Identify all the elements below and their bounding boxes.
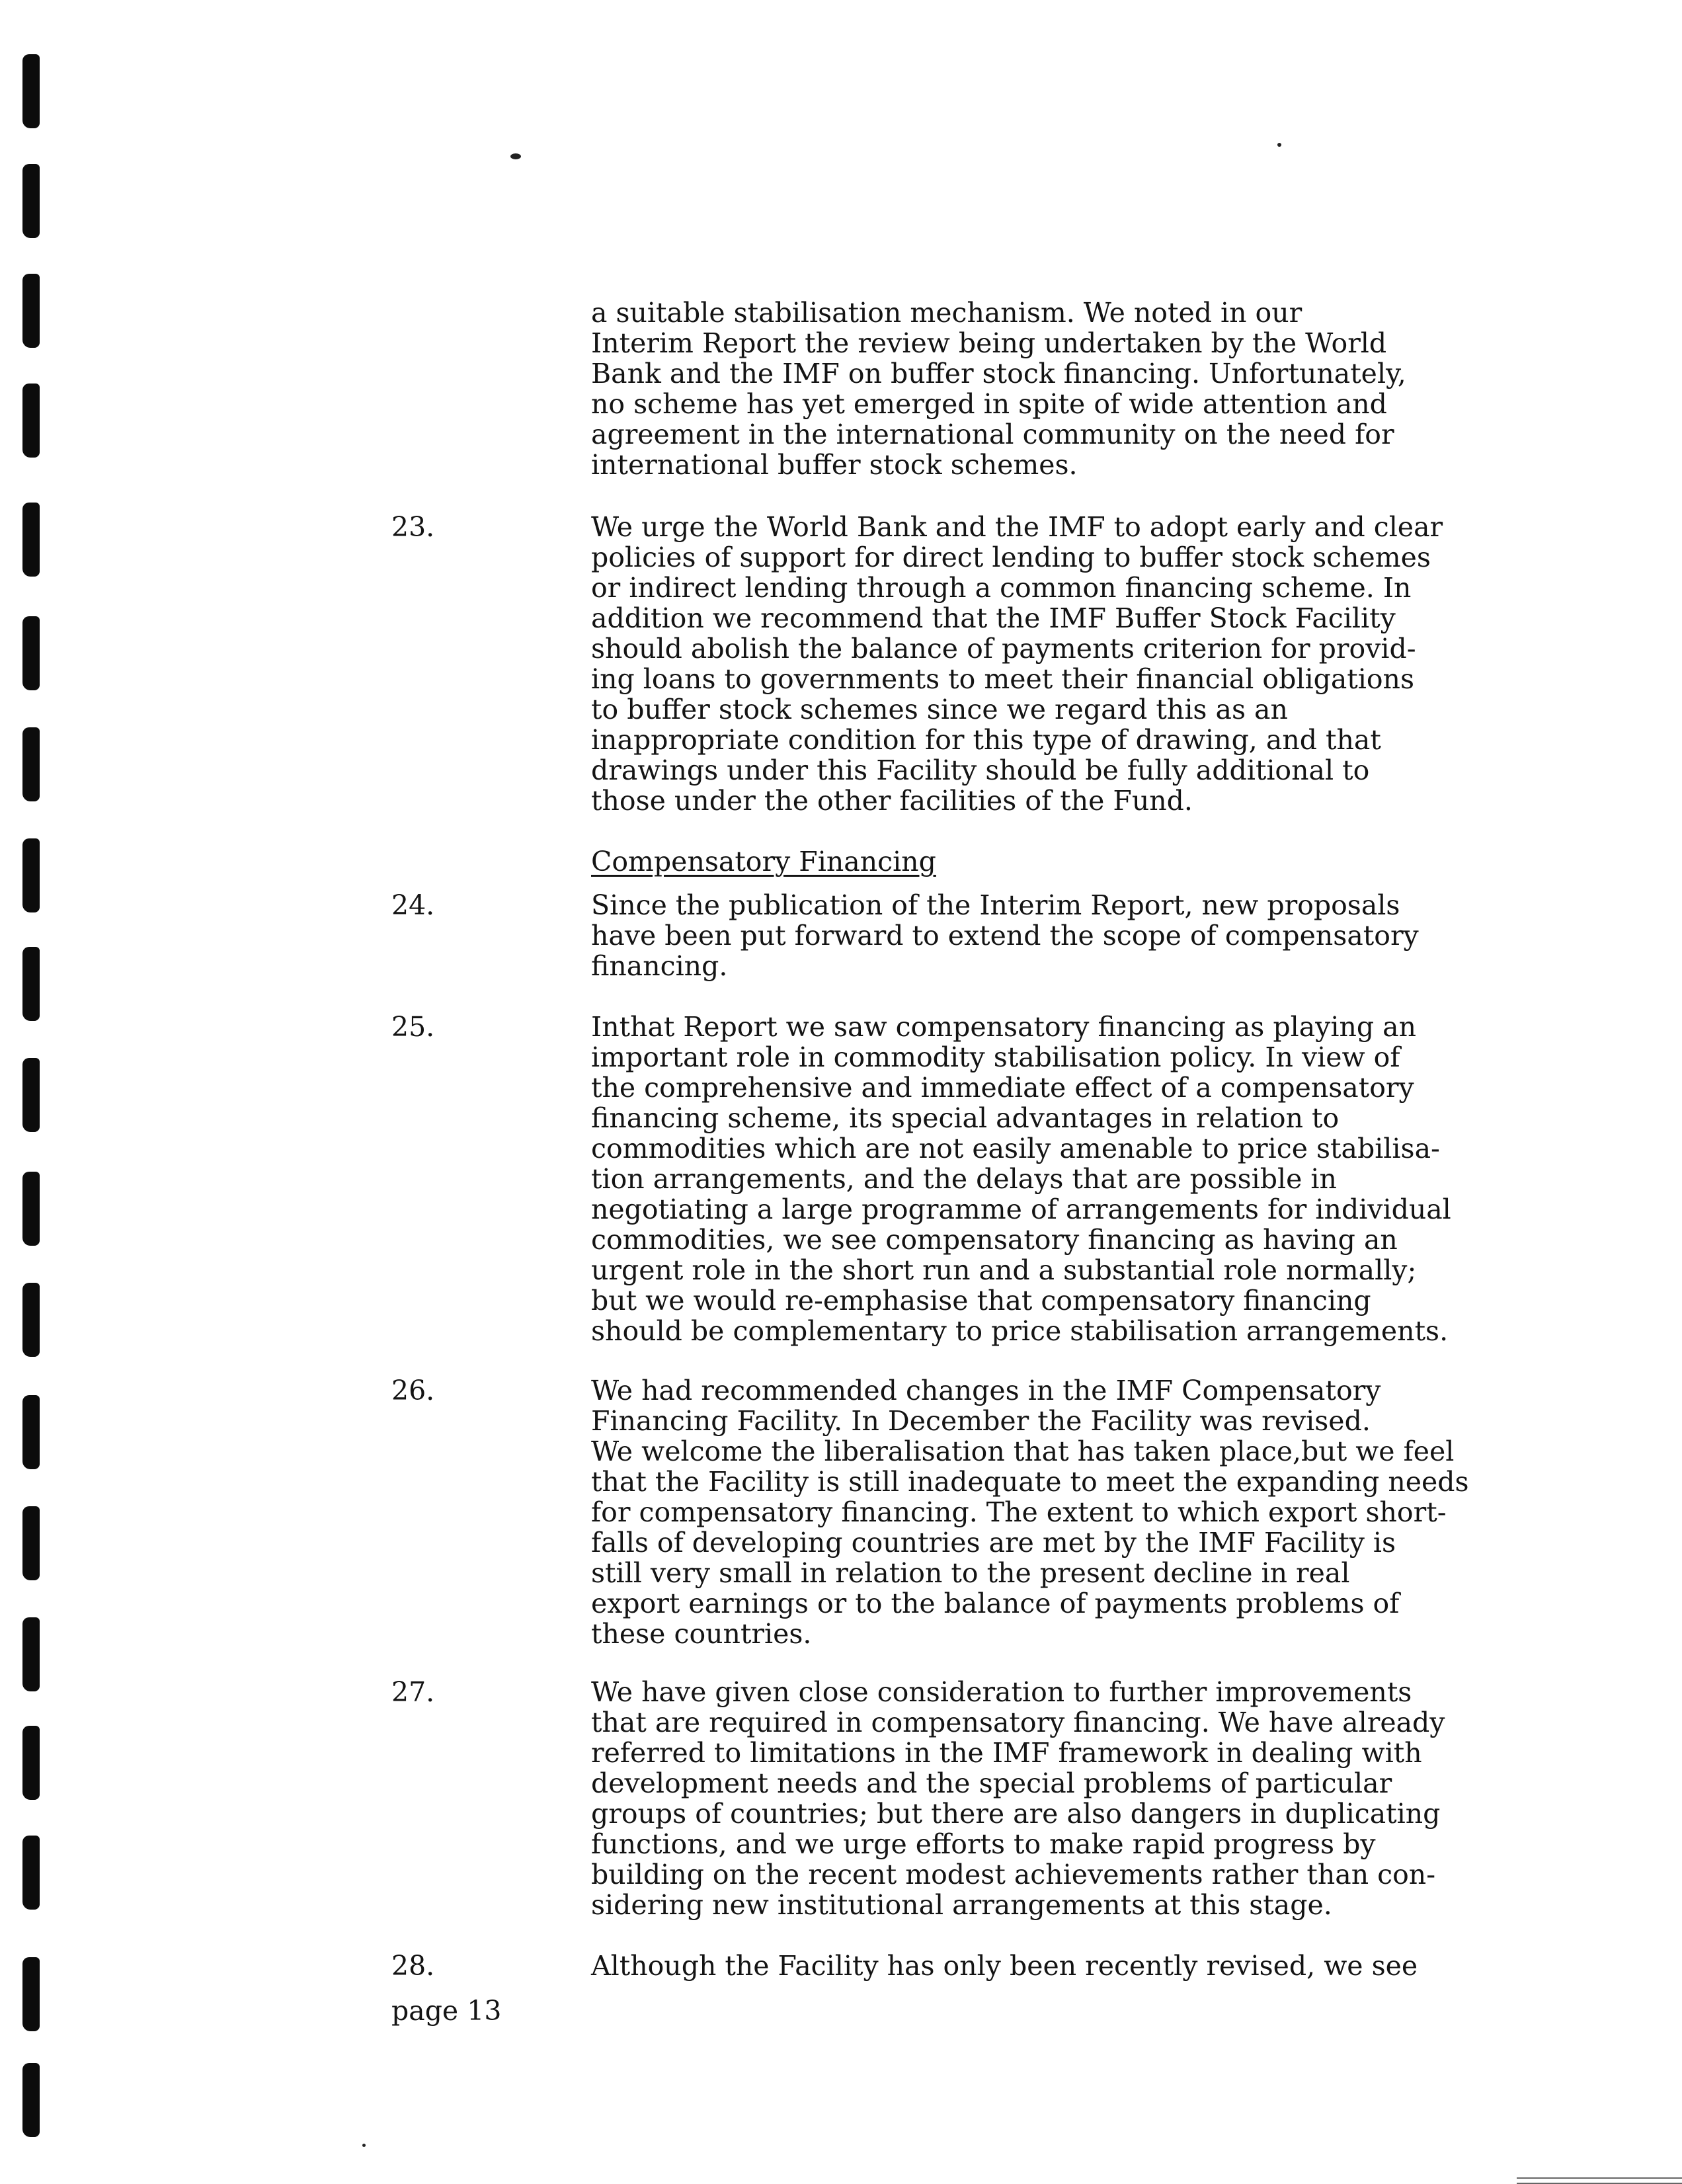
text-line: that are required in compensatory financing. We have already [591,1707,1445,1738]
text-line: development needs and the special problems of particular [591,1767,1392,1799]
binding-hole [22,1506,40,1580]
text-line: Although the Facility has only been recently revised, we see [591,1950,1418,1982]
binding-hole [22,1726,40,1800]
text-line: We welcome the liberalisation that has taken place,but we feel [591,1436,1455,1467]
text-line: functions, and we urge efforts to make rapid progress by [591,1828,1376,1860]
text-line: should abolish the balance of payments criterion for provid- [591,633,1416,665]
bottom-edge-rule [1517,2177,1682,2184]
text-line: no scheme has yet emerged in spite of wide attention and [591,388,1387,420]
binding-hole [22,1957,40,2031]
text-line: have been put forward to extend the scope of compensatory [591,920,1419,951]
ink-speck [1277,143,1281,147]
ink-speck [362,2144,366,2147]
text-line: addition we recommend that the IMF Buffer Stock Facility [591,602,1396,634]
text-line: Financing Facility. In December the Facility was revised. [591,1405,1371,1437]
page-number: page 13 [391,1995,502,2027]
text-line: international buffer stock schemes. [591,449,1078,481]
text-line: tion arrangements, and the delays that are possible in [591,1163,1337,1195]
ink-speck [510,153,521,159]
paragraph-number: 24. [391,889,435,921]
binding-hole [22,1617,40,1691]
paragraph-27 [591,1677,1563,1920]
paragraph-number: 23. [391,511,435,543]
text-line: groups of countries; but there are also dangers in duplicating [591,1798,1441,1830]
binding-hole [22,1172,40,1246]
text-line: Since the publication of the Interim Report, new proposals [591,889,1400,921]
binding-hole [22,384,40,458]
text-line: policies of support for direct lending to buffer stock schemes [591,542,1431,573]
text-line: the comprehensive and immediate effect of a compensatory [591,1072,1414,1104]
text-line: should be complementary to price stabilisation arrangements. [591,1315,1449,1347]
text-line: negotiating a large programme of arrangements for individual [591,1193,1451,1225]
binding-hole [22,164,40,238]
text-line: a suitable stabilisation mechanism. We noted in our [591,297,1302,329]
text-line: inappropriate condition for this type of drawing, and that [591,724,1381,756]
text-line: export earnings or to the balance of payments problems of [591,1588,1400,1619]
text-line: urgent role in the short run and a substantial role normally; [591,1254,1417,1286]
text-line: Interim Report the review being undertaken by the World [591,327,1387,359]
binding-hole [22,1836,40,1910]
text-line: Bank and the IMF on buffer stock financing. Unfortunately, [591,358,1406,389]
binding-hole [22,274,40,348]
binding-hole [22,54,40,128]
binding-hole [22,1058,40,1132]
text-line: but we would re-emphasise that compensatory financing [591,1285,1371,1316]
text-line: or indirect lending through a common financing scheme. In [591,572,1412,604]
text-line: to buffer stock schemes since we regard this as an [591,694,1288,725]
binding-hole [22,2063,40,2137]
binding-hole [22,616,40,690]
text-line: financing. [591,950,728,982]
section-heading: Compensatory Financing [591,846,936,877]
binding-hole [22,1283,40,1357]
text-line: We urge the World Bank and the IMF to adopt early and clear [591,511,1443,543]
paragraph-number: 27. [391,1676,435,1708]
text-line: commodities which are not easily amenable to price stabilisa- [591,1133,1440,1164]
text-line: still very small in relation to the present decline in real [591,1557,1350,1589]
paragraph-23 [591,512,1563,816]
paragraph-number: 26. [391,1375,435,1406]
binding-hole [22,838,40,912]
paragraph-28 [591,1951,1563,1981]
text-line: these countries. [591,1618,812,1650]
text-line: that the Facility is still inadequate to meet the expanding needs [591,1466,1469,1498]
intro-paragraph [591,298,1563,480]
text-line: financing scheme, its special advantages in relation to [591,1102,1340,1134]
text-line: We have given close consideration to further improvements [591,1676,1412,1708]
text-line: commodities, we see compensatory financing as having an [591,1224,1398,1256]
binding-hole [22,503,40,577]
text-line: We had recommended changes in the IMF Compensatory [591,1375,1381,1406]
text-line: important role in commodity stabilisation policy. In view of [591,1041,1400,1073]
text-line: building on the recent modest achievements rather than con- [591,1859,1436,1890]
text-line: ing loans to governments to meet their financial obligations [591,663,1414,695]
text-line: drawings under this Facility should be fully additional to [591,754,1370,786]
text-line: those under the other facilities of the Fund. [591,785,1193,817]
text-line: referred to limitations in the IMF framework in dealing with [591,1737,1422,1769]
text-line: sidering new institutional arrangements at this stage. [591,1889,1332,1921]
text-line: Inthat Report we saw compensatory financing as playing an [591,1011,1416,1043]
text-line: for compensatory financing. The extent to which export short- [591,1496,1447,1528]
paragraph-26 [591,1375,1563,1649]
binding-hole [22,947,40,1021]
binding-hole [22,1395,40,1469]
paragraph-25 [591,1012,1563,1346]
paragraph-number: 28. [391,1950,435,1982]
text-line: agreement in the international community on the need for [591,419,1394,450]
binding-holes [17,40,44,2142]
text-line: falls of developing countries are met by the IMF Facility is [591,1527,1396,1558]
paragraph-24 [591,890,1563,981]
binding-hole [22,727,40,801]
paragraph-number: 25. [391,1011,435,1043]
